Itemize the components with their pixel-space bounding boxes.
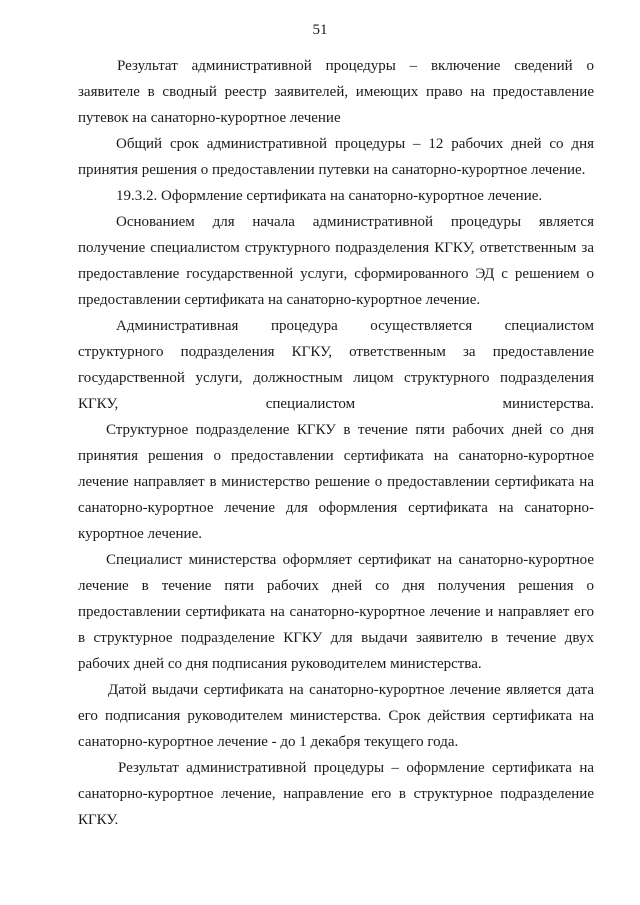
paragraph-total-term: Общий срок административной процедуры – 12 рабочих дней со дня принятия решения о предоставлении путевки на санаторно-курортное лечение. — [78, 136, 594, 178]
page-body — [78, 53, 594, 833]
paragraph-issue-date: Датой выдачи сертификата на санаторно-курортное лечение является дата его подписания руководителем министерства. Срок действия сертификата на санаторно-курортное лечение - до 1 декабря текущего года. — [78, 682, 594, 750]
paragraph-department-action: Структурное подразделение КГКУ в течение пяти рабочих дней со дня принятия решения о предоставлении сертификата на санаторно-курортное лечение направляет в министерство решение о предоставлении сертификата на санаторно-курортное лечение для оформления сертификата на санаторно-курортное лечение. — [78, 422, 594, 542]
paragraph-ministry-action: Специалист министерства оформляет сертификат на санаторно-курортное лечение в течение пяти рабочих дней со дня получения решения о предоставлении сертификата на санаторно-курортное лечение и направляет его в структурное подразделение КГКУ для выдачи заявителю в течение двух рабочих дней со дня подписания руководителем министерства. — [78, 552, 594, 672]
paragraph-performers: Административная процедура осуществляется специалистом структурного подразделения КГКУ, ответственным за предоставление государственной услуги, должностным лицом структурного подразделения КГКУ, специалистом министерства. — [78, 318, 594, 412]
paragraph-basis: Основанием для начала административной процедуры является получение специалистом структурного подразделения КГКУ, ответственным за предоставление государственной услуги, сформированного ЭД с решением о предоставлении сертификата на санаторно-курортное лечение. — [78, 214, 594, 308]
paragraph-result-certificate: Результат административной процедуры – оформление сертификата на санаторно-курортное лечение, направление его в структурное подразделение КГКУ. — [78, 760, 594, 828]
paragraph-result-register: Результат административной процедуры – включение сведений о заявителе в сводный реестр заявителей, имеющих право на предоставление путевок на санаторно-курортное лечение — [78, 58, 594, 126]
page-number: 51 — [312, 22, 328, 38]
section-heading-19-3-2: 19.3.2. Оформление сертификата на санаторно-курортное лечение. — [116, 188, 543, 204]
